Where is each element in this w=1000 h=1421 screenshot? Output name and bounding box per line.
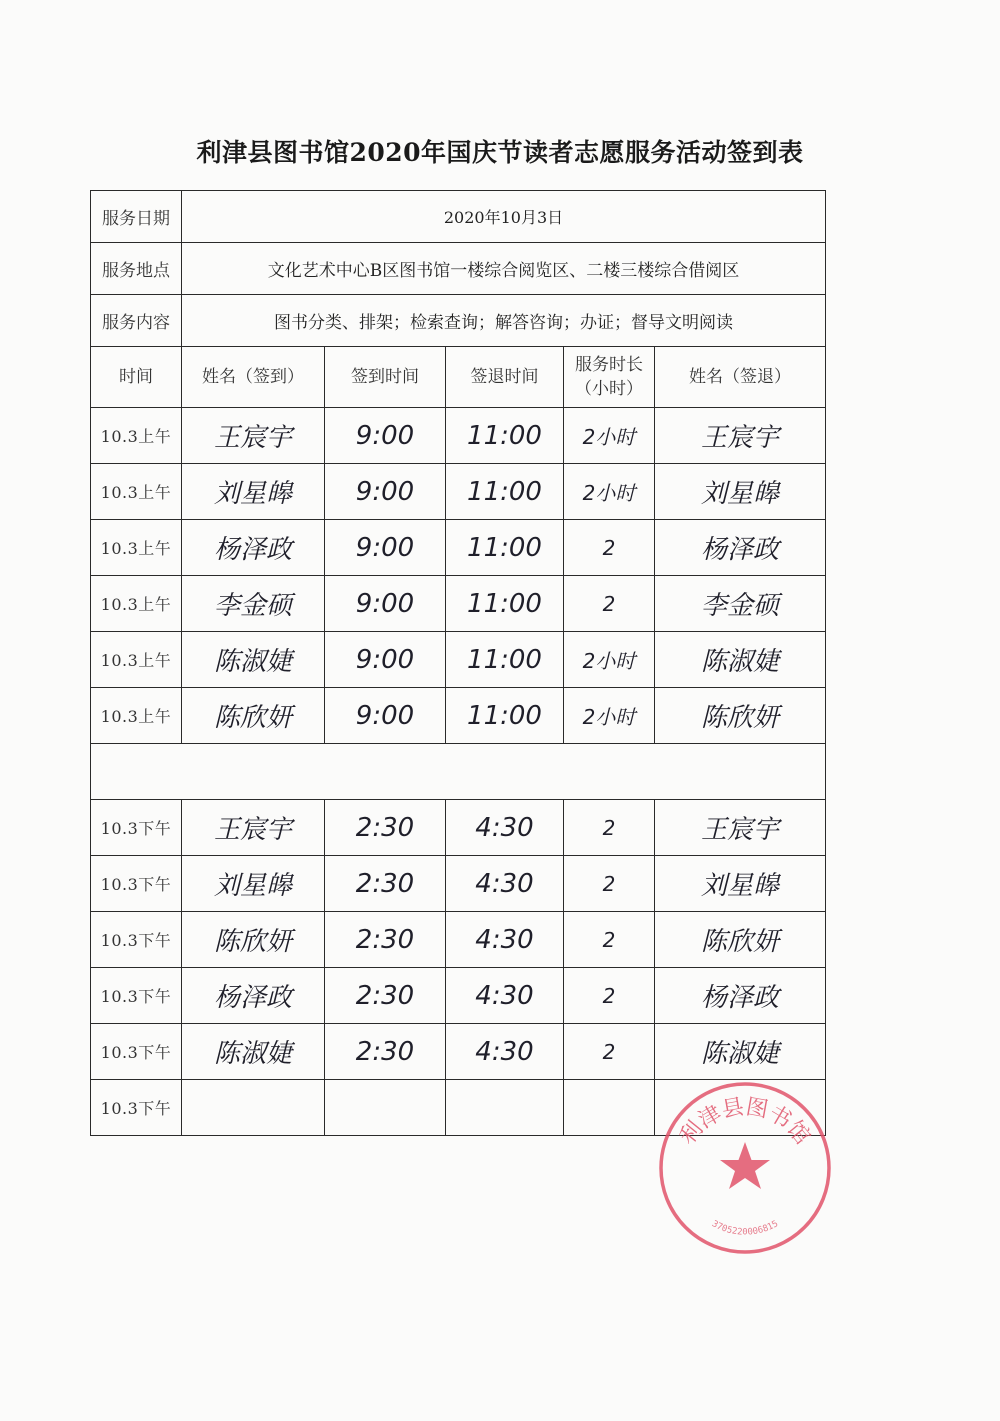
sign-in-time: 2:30 [325, 968, 446, 1024]
sign-in-time: 9:00 [325, 576, 446, 632]
service-place-label: 服务地点 [91, 243, 182, 295]
service-content-value: 图书分类、排架；检索查询；解答咨询；办证；督导文明阅读 [182, 295, 826, 347]
service-hours: 2 [564, 856, 655, 912]
service-hours: 2 [564, 912, 655, 968]
service-hours: 2小时 [564, 464, 655, 520]
sign-in-time: 9:00 [325, 632, 446, 688]
table-row [91, 800, 826, 856]
service-hours: 2 [564, 968, 655, 1024]
separator-row [91, 744, 826, 800]
col-sign-in-time-header: 签到时间 [325, 347, 446, 408]
service-place-row [91, 243, 826, 295]
sign-out-time: 4:30 [446, 856, 564, 912]
sign-out-time: 11:00 [446, 576, 564, 632]
sign-in-time: 9:00 [325, 688, 446, 744]
row-time: 10.3下午 [91, 856, 182, 912]
signature-in: 刘星皞 [182, 856, 325, 912]
sign-out-time: 11:00 [446, 520, 564, 576]
sign-out-time: 11:00 [446, 408, 564, 464]
row-time: 10.3下午 [91, 800, 182, 856]
table-row [91, 1024, 826, 1080]
blank-cell [91, 744, 826, 800]
col-time-header: 时间 [91, 347, 182, 408]
service-date-value: 2020年10月3日 [182, 191, 826, 243]
sign-in-time: 9:00 [325, 520, 446, 576]
table-row [91, 968, 826, 1024]
sign-out-time: 4:30 [446, 968, 564, 1024]
signature-in: 陈淑婕 [182, 632, 325, 688]
service-hours: 2 [564, 576, 655, 632]
table-row [91, 576, 826, 632]
service-content-row [91, 295, 826, 347]
sign-out-time: 11:00 [446, 688, 564, 744]
signature-out: 王宸宇 [655, 800, 826, 856]
table-row [91, 520, 826, 576]
seal-text: 利津县图书馆 [675, 1094, 815, 1150]
signature-in: 杨泽政 [182, 520, 325, 576]
sign-in-time: 2:30 [325, 856, 446, 912]
service-hours [564, 1080, 655, 1136]
signature-in [182, 1080, 325, 1136]
service-hours: 2小时 [564, 688, 655, 744]
signature-out: 陈欣妍 [655, 688, 826, 744]
table-row [91, 912, 826, 968]
sign-out-time: 11:00 [446, 632, 564, 688]
signature-out: 刘星皞 [655, 464, 826, 520]
service-place-value: 文化艺术中心B区图书馆一楼综合阅览区、二楼三楼综合借阅区 [182, 243, 826, 295]
signature-in: 陈淑婕 [182, 1024, 325, 1080]
sign-out-time: 11:00 [446, 464, 564, 520]
sign-in-table [90, 190, 826, 1136]
col-name-in-header: 姓名（签到） [182, 347, 325, 408]
col-hours-header [564, 347, 655, 408]
col-hours-header-line1: 服务时长 [575, 355, 643, 375]
sign-in-time: 2:30 [325, 912, 446, 968]
signature-in: 王宸宇 [182, 800, 325, 856]
table-row [91, 856, 826, 912]
service-hours: 2 [564, 1024, 655, 1080]
signature-in: 陈欣妍 [182, 688, 325, 744]
star-icon [720, 1142, 770, 1189]
row-time: 10.3上午 [91, 576, 182, 632]
col-sign-out-time-header: 签退时间 [446, 347, 564, 408]
sign-in-time: 9:00 [325, 464, 446, 520]
signature-out: 刘星皞 [655, 856, 826, 912]
signature-out: 陈淑婕 [655, 632, 826, 688]
col-name-out-header: 姓名（签退） [655, 347, 826, 408]
row-time: 10.3上午 [91, 688, 182, 744]
signature-in: 刘星皞 [182, 464, 325, 520]
signature-out: 李金硕 [655, 576, 826, 632]
column-header-row [91, 347, 826, 408]
row-time: 10.3下午 [91, 1024, 182, 1080]
page-title: 利津县图书馆2020年国庆节读者志愿服务活动签到表 [196, 138, 804, 167]
row-time: 10.3上午 [91, 408, 182, 464]
sign-out-time: 4:30 [446, 912, 564, 968]
sign-out-time [446, 1080, 564, 1136]
row-time: 10.3上午 [91, 632, 182, 688]
official-seal-stamp [657, 1080, 833, 1256]
sign-in-time: 9:00 [325, 408, 446, 464]
col-hours-header-line2: （小时） [575, 379, 643, 399]
service-hours: 2小时 [564, 408, 655, 464]
table-row [91, 464, 826, 520]
sign-in-time: 2:30 [325, 800, 446, 856]
sign-in-time [325, 1080, 446, 1136]
service-hours: 2 [564, 520, 655, 576]
seal-code: 3705220006815 [709, 1219, 781, 1238]
signature-out: 陈欣妍 [655, 912, 826, 968]
service-hours: 2 [564, 800, 655, 856]
signature-out: 陈淑婕 [655, 1024, 826, 1080]
service-content-label: 服务内容 [91, 295, 182, 347]
row-time: 10.3上午 [91, 464, 182, 520]
table-row [91, 688, 826, 744]
service-date-label: 服务日期 [91, 191, 182, 243]
table-row [91, 408, 826, 464]
row-time: 10.3下午 [91, 1080, 182, 1136]
sign-in-time: 2:30 [325, 1024, 446, 1080]
sign-out-time: 4:30 [446, 1024, 564, 1080]
signature-in: 杨泽政 [182, 968, 325, 1024]
signature-in: 李金硕 [182, 576, 325, 632]
signature-out: 杨泽政 [655, 968, 826, 1024]
service-date-row [91, 191, 826, 243]
signature-in: 陈欣妍 [182, 912, 325, 968]
signature-out: 杨泽政 [655, 520, 826, 576]
signature-out: 王宸宇 [655, 408, 826, 464]
sign-out-time: 4:30 [446, 800, 564, 856]
signature-in: 王宸宇 [182, 408, 325, 464]
row-time: 10.3下午 [91, 912, 182, 968]
table-row [91, 632, 826, 688]
row-time: 10.3上午 [91, 520, 182, 576]
row-time: 10.3下午 [91, 968, 182, 1024]
service-hours: 2小时 [564, 632, 655, 688]
